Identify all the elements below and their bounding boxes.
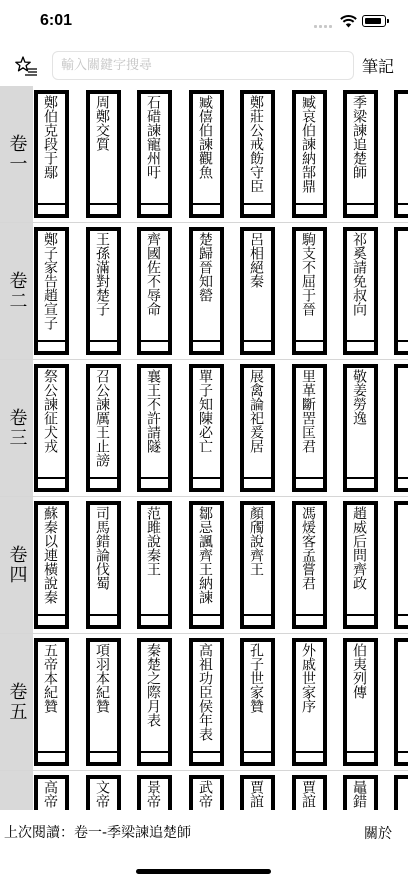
chapter-title: 鄭子家告趙宣子 — [42, 232, 58, 330]
chapter-title: 駒支不屈于晉 — [300, 232, 316, 316]
juan-header — [0, 497, 33, 633]
status-bar — [0, 0, 408, 44]
chapter-title: 敬姜勞逸 — [351, 369, 367, 425]
juan-header — [0, 771, 33, 810]
chapter-title: 祁奚請免叔向 — [351, 232, 367, 316]
chapter-title: 范雎說秦王 — [145, 506, 161, 576]
juan-row — [0, 497, 408, 634]
chapter-card[interactable] — [292, 227, 327, 355]
chapter-card[interactable] — [34, 775, 69, 810]
juan-label: 卷二 — [6, 271, 28, 311]
chapter-card[interactable] — [137, 227, 172, 355]
chapter-card[interactable] — [240, 227, 275, 355]
chapter-title: 外戚世家序 — [300, 643, 316, 713]
chapter-title: 展禽論祀爰居 — [248, 369, 264, 453]
juan-header — [0, 86, 33, 222]
chapter-title: 楚歸晉知罃 — [197, 232, 213, 302]
chapter-title: 鄭莊公戒飭守臣 — [248, 95, 264, 193]
battery-icon — [362, 15, 386, 27]
chapter-card[interactable] — [343, 364, 378, 492]
chapter-title: 襄王不許請隧 — [145, 369, 161, 453]
chapter-card[interactable] — [292, 364, 327, 492]
chapter-card[interactable] — [189, 501, 224, 629]
chapter-title: 景帝 — [145, 780, 161, 808]
chapter-card[interactable] — [343, 775, 378, 810]
chapter-card[interactable] — [189, 364, 224, 492]
chapter-grid — [0, 86, 408, 810]
chapter-card[interactable] — [86, 90, 121, 218]
chapter-card[interactable] — [292, 501, 327, 629]
chapter-card-partial[interactable] — [394, 638, 408, 766]
chapter-card[interactable] — [292, 775, 327, 810]
chapter-title: 司馬錯論伐蜀 — [94, 506, 110, 590]
chapter-card[interactable] — [86, 364, 121, 492]
chapter-title: 石碏諫寵州吁 — [145, 95, 161, 179]
chapter-title: 周鄭交質 — [94, 95, 110, 151]
status-time: 6:01 — [40, 12, 73, 29]
chapter-title: 五帝本紀贊 — [42, 643, 58, 713]
wifi-icon — [340, 15, 357, 28]
chapter-title: 臧僖伯諫觀魚 — [197, 95, 213, 179]
chapter-card[interactable] — [34, 90, 69, 218]
chapter-title: 臧哀伯諫納郜鼎 — [300, 95, 316, 193]
chapter-card[interactable] — [343, 227, 378, 355]
juan-row — [0, 634, 408, 771]
chapter-title: 賈誼 — [300, 780, 316, 808]
chapter-title: 單子知陳必亡 — [197, 369, 213, 453]
chapter-title: 高祖功臣侯年表 — [197, 643, 213, 741]
chapter-title: 賈誼 — [248, 780, 264, 808]
search-box — [52, 51, 354, 80]
juan-label: 卷五 — [6, 682, 28, 722]
chapter-title: 高帝 — [42, 780, 58, 808]
chapter-card[interactable] — [189, 775, 224, 810]
juan-row — [0, 86, 408, 223]
chapter-card[interactable] — [86, 775, 121, 810]
chapter-card[interactable] — [343, 90, 378, 218]
chapter-title: 秦楚之際月表 — [145, 643, 161, 727]
juan-row — [0, 771, 408, 810]
cellular-signal-icon — [314, 22, 334, 28]
chapter-card[interactable] — [86, 501, 121, 629]
chapter-card[interactable] — [189, 227, 224, 355]
chapter-title: 鼂錯 — [351, 780, 367, 808]
chapter-card[interactable] — [189, 638, 224, 766]
chapter-title: 王孫滿對楚子 — [94, 232, 110, 316]
chapter-card[interactable] — [240, 364, 275, 492]
chapter-card[interactable] — [343, 501, 378, 629]
chapter-title: 伯夷列傳 — [351, 643, 367, 699]
juan-row — [0, 223, 408, 360]
chapter-title: 召公諫厲王止謗 — [94, 369, 110, 467]
about-button[interactable]: 關於 — [364, 826, 392, 842]
chapter-card[interactable] — [34, 638, 69, 766]
nav-bar — [0, 46, 408, 86]
chapter-card[interactable] — [34, 364, 69, 492]
chapter-card[interactable] — [137, 364, 172, 492]
chapter-title: 里革斷罟匡君 — [300, 369, 316, 453]
chapter-title: 祭公諫征犬戎 — [42, 369, 58, 453]
chapter-title: 趙威后問齊政 — [351, 506, 367, 590]
chapter-card-partial[interactable] — [394, 227, 408, 355]
chapter-card[interactable] — [189, 90, 224, 218]
juan-label: 卷三 — [6, 408, 28, 448]
chapter-card[interactable] — [137, 775, 172, 810]
chapter-title: 呂相絕秦 — [248, 232, 264, 288]
chapter-card[interactable] — [292, 638, 327, 766]
chapter-card[interactable] — [240, 775, 275, 810]
chapter-card[interactable] — [137, 638, 172, 766]
chapter-title: 鄒忌諷齊王納諫 — [197, 506, 213, 604]
chapter-card[interactable] — [34, 501, 69, 629]
chapter-card-partial[interactable] — [394, 364, 408, 492]
chapter-card[interactable] — [86, 638, 121, 766]
chapter-card[interactable] — [137, 90, 172, 218]
chapter-card[interactable] — [292, 90, 327, 218]
chapter-title: 孔子世家贊 — [248, 643, 264, 713]
chapter-card[interactable] — [240, 501, 275, 629]
juan-header — [0, 223, 33, 359]
bottom-bar — [0, 810, 408, 850]
chapter-card[interactable] — [240, 638, 275, 766]
chapter-card[interactable] — [343, 638, 378, 766]
chapter-card[interactable] — [34, 227, 69, 355]
chapter-card-partial[interactable] — [394, 775, 408, 810]
chapter-title: 顏斶說齊王 — [248, 506, 264, 576]
juan-header — [0, 360, 33, 496]
home-indicator — [136, 869, 271, 874]
chapter-title: 文帝 — [94, 780, 110, 808]
chapter-title: 馮煖客孟嘗君 — [300, 506, 316, 590]
notes-button[interactable]: 筆記 — [362, 57, 395, 76]
last-read-link[interactable]: 上次閱讀：卷一-季梁諫追楚師 — [4, 825, 192, 841]
chapter-title: 齊國佐不辱命 — [145, 232, 161, 316]
chapter-title: 鄭伯克段于鄢 — [42, 95, 58, 179]
chapter-card-partial[interactable] — [394, 501, 408, 629]
chapter-card-partial[interactable] — [394, 90, 408, 218]
chapter-title: 武帝 — [197, 780, 213, 808]
search-input[interactable] — [53, 52, 353, 79]
juan-header — [0, 634, 33, 770]
chapter-card[interactable] — [86, 227, 121, 355]
juan-label: 卷四 — [6, 545, 28, 585]
juan-row — [0, 360, 408, 497]
chapter-card[interactable] — [240, 90, 275, 218]
favorites-star-icon[interactable] — [14, 54, 38, 78]
chapter-title: 季梁諫追楚師 — [351, 95, 367, 179]
chapter-title: 蘇秦以連橫說秦 — [42, 506, 58, 604]
juan-label: 卷一 — [6, 134, 28, 174]
chapter-card[interactable] — [137, 501, 172, 629]
chapter-title: 項羽本紀贊 — [94, 643, 110, 713]
